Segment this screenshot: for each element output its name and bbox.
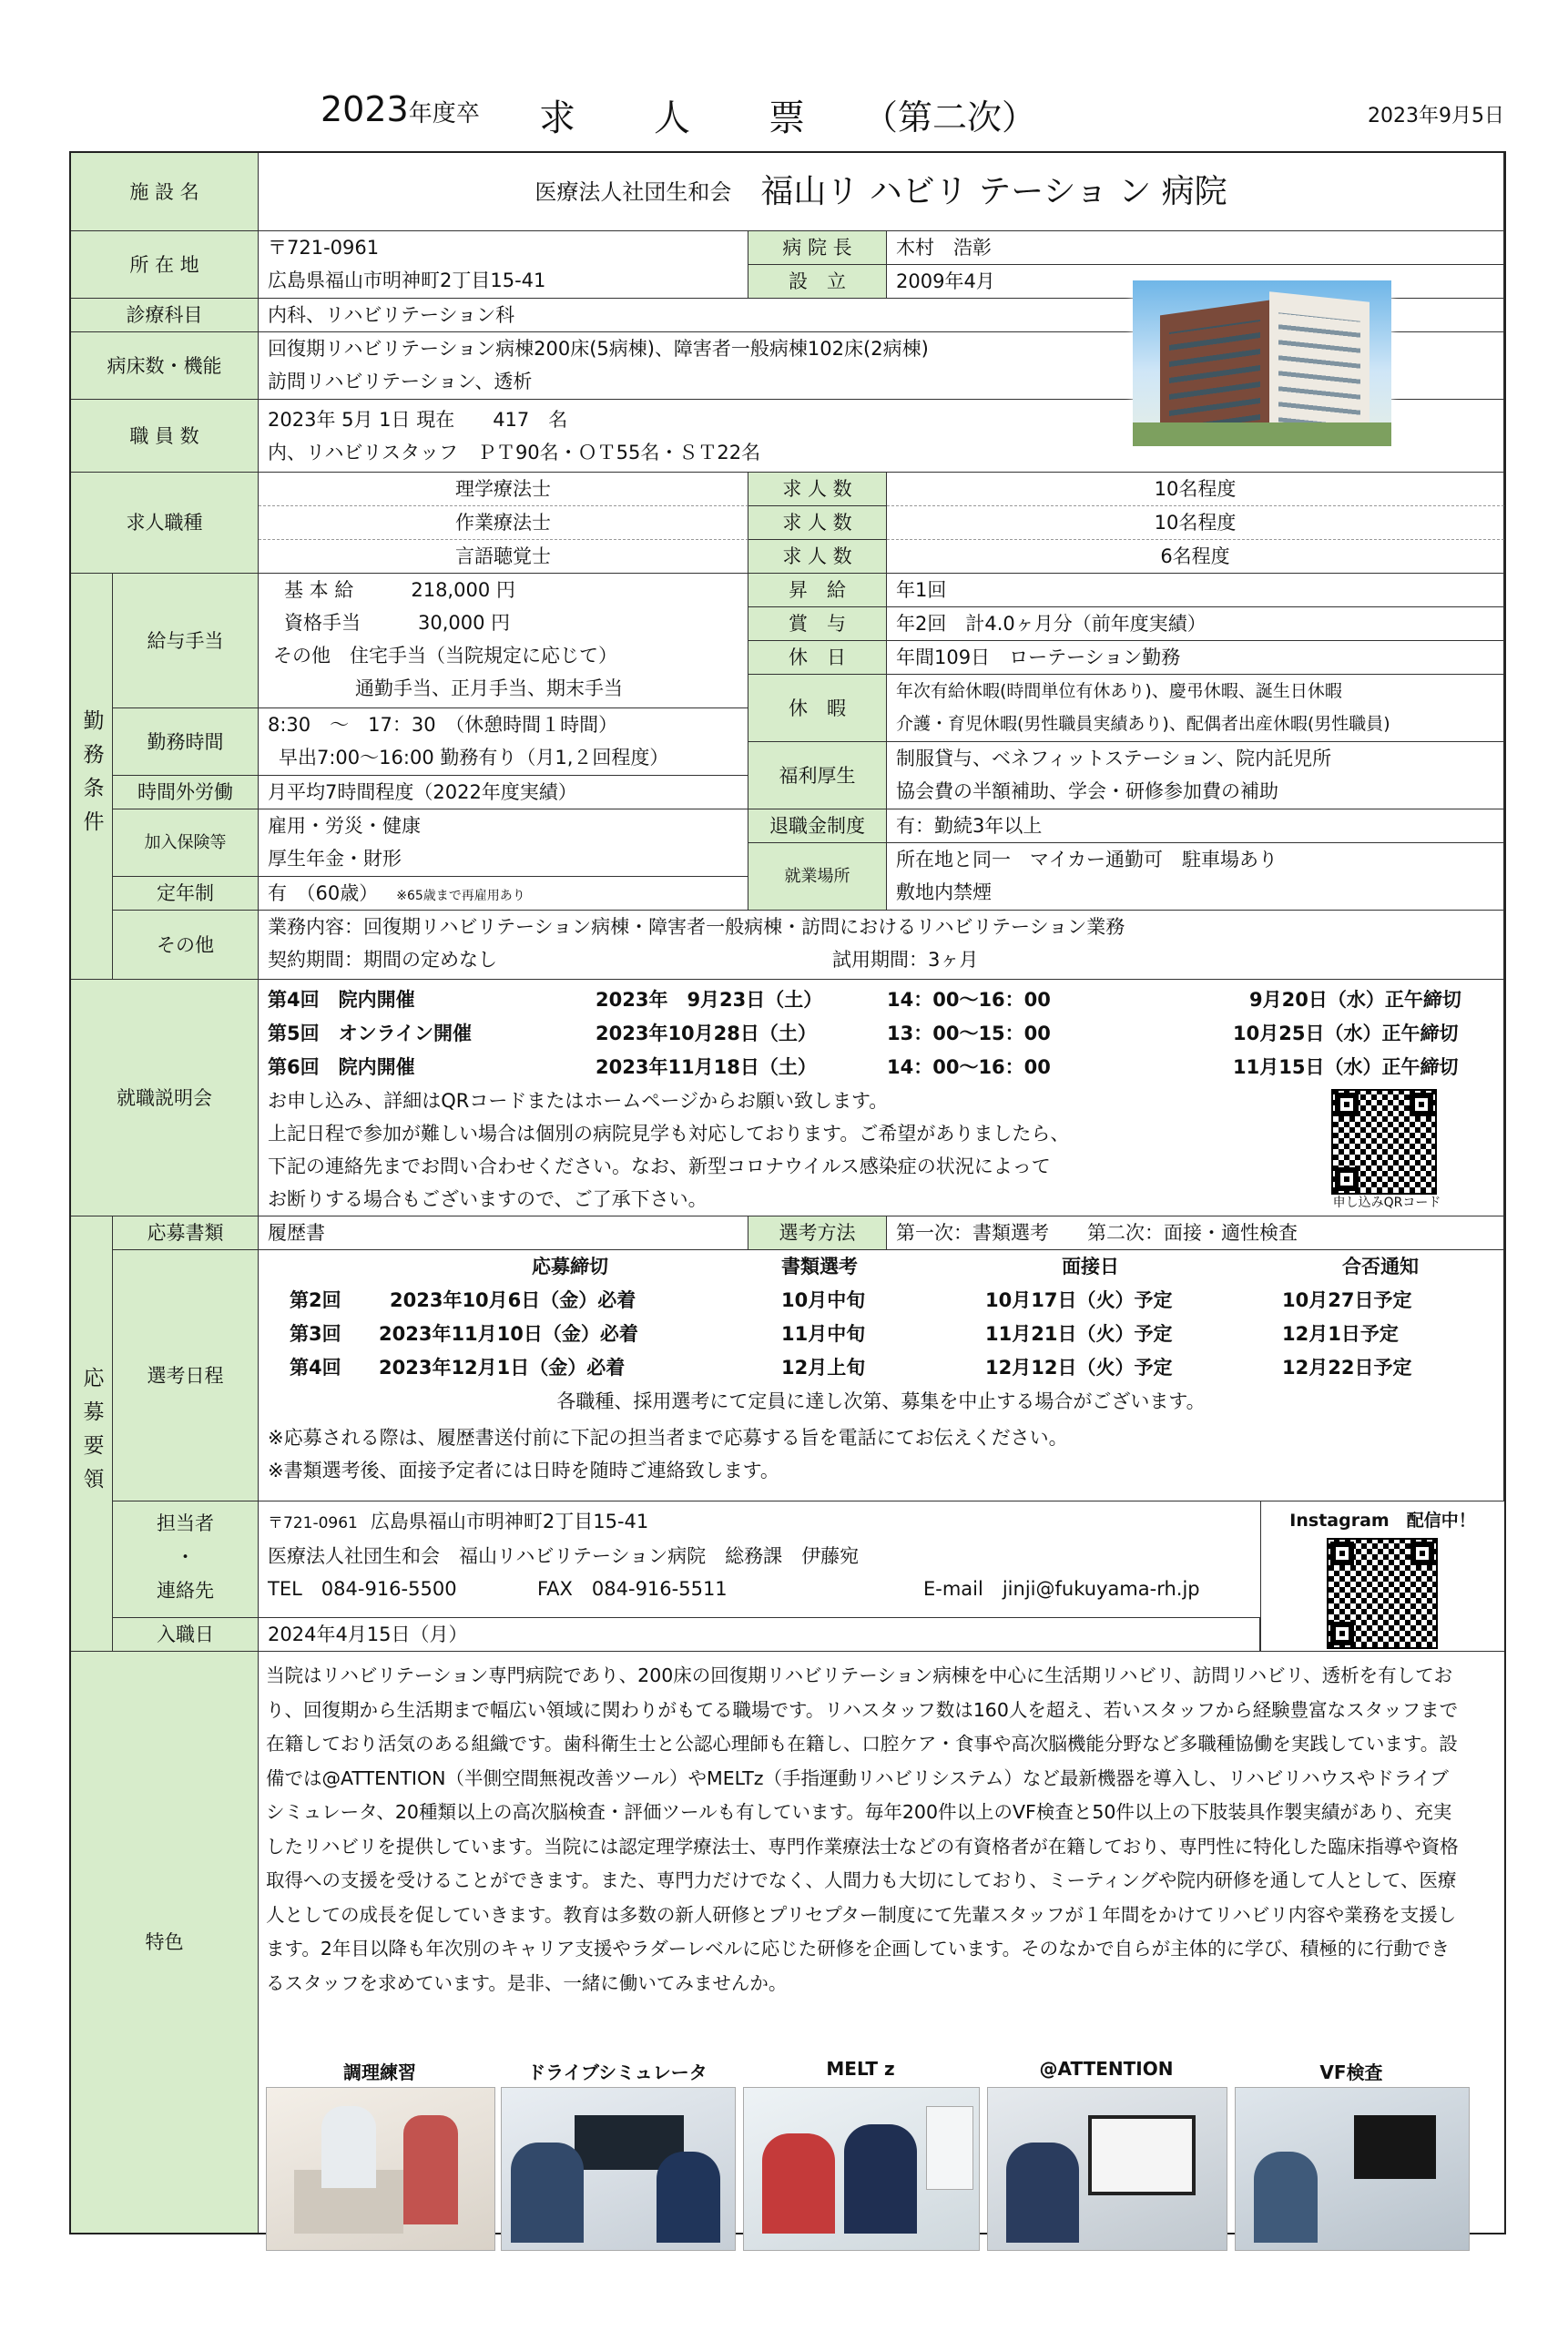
workplace-value: 所在地と同一 マイカー通勤可 駐車場あり 敷地内禁煙 xyxy=(887,843,1504,911)
photo-caption: @ATTENTION xyxy=(1039,2058,1174,2080)
job-title: 作業療法士 xyxy=(259,506,748,540)
hours-value: 8:30 ～ 17：30 （休憩時間１時間） 早出7:00～16:00 勤務有り（月1,２回程度） xyxy=(259,708,748,776)
departments-label: 診療科目 xyxy=(71,299,259,332)
page-header xyxy=(0,89,1568,144)
vf-exam-photo xyxy=(1235,2087,1470,2251)
photo-caption: ドライブシミュレータ xyxy=(527,2061,708,2083)
beds-label: 病床数・機能 xyxy=(71,332,259,400)
overtime-label: 時間外労働 xyxy=(113,776,259,809)
qr-caption: 申し込みQRコード xyxy=(1332,1196,1441,1210)
selection-method-value: 第一次：書類選考 第二次：面接・適性検査 xyxy=(887,1216,1504,1250)
selection-method-label: 選考方法 xyxy=(748,1216,887,1250)
bonus-label: 賞 与 xyxy=(748,607,887,641)
director-label: 病 院 長 xyxy=(748,231,887,265)
overtime-value: 月平均7時間程度（2022年度実績） xyxy=(259,776,748,809)
job-title: 理学療法士 xyxy=(259,473,748,506)
contact-label: 担当者 ・ 連絡先 xyxy=(113,1501,259,1618)
hours-label: 勤務時間 xyxy=(113,708,259,776)
holiday-value: 年間109日 ローテーション勤務 xyxy=(887,641,1504,675)
application-qr-code[interactable] xyxy=(1331,1089,1437,1195)
insurance-label: 加入保険等 xyxy=(113,809,259,877)
features-content xyxy=(259,1652,1504,2233)
graduation-year: 2023年度卒 xyxy=(321,89,480,129)
jobs-label: 求人職種 xyxy=(71,473,259,574)
meltz-photo xyxy=(743,2087,980,2251)
other-label: その他 xyxy=(113,911,259,980)
job-count-label: 求 人 数 xyxy=(748,473,887,506)
severance-value: 有：勤続3年以上 xyxy=(887,809,1504,843)
job-count: 10名程度 xyxy=(887,473,1504,506)
staff-value: 2023年 5月 1日 現在 417 名 内、リハビリスタッフ ＰＴ90名・ＯＴ55名・ＳＴ22名 xyxy=(259,400,1504,473)
job-title: 言語聴覚士 xyxy=(259,540,748,574)
established-value: 2009年4月 xyxy=(887,265,1504,299)
start-date-value: 2024年4月15日（月） xyxy=(259,1618,1260,1652)
retirement-value: 有 （60歳） ※65歳まで再雇用あり xyxy=(259,877,748,911)
issue-date: 2023年9月5日 xyxy=(1368,105,1504,127)
job-count: 6名程度 xyxy=(887,540,1504,574)
documents-label: 応募書類 xyxy=(113,1216,259,1250)
contact-email[interactable]: E-mail jinji@fukuyama-rh.jp xyxy=(923,1578,1200,1600)
job-count-label: 求 人 数 xyxy=(748,506,887,540)
welfare-value: 制服貸与、ベネフィットステーション、院内託児所 協会費の半額補助、学会・研修参加費の補助 xyxy=(887,742,1504,809)
departments-value: 内科、リハビリテーション科 xyxy=(259,299,1504,332)
job-posting-table xyxy=(69,151,1506,2234)
facility-label: 施 設 名 xyxy=(71,153,259,231)
raise-value: 年1回 xyxy=(887,574,1504,607)
other-value: 業務内容：回復期リハビリテーション病棟・障害者一般病棟・訪問におけるリハビリテーション業務 契約期間：期間の定めなし 試用期間：3ヶ月 xyxy=(259,911,1504,980)
salary-value: 基 本 給 218,000 円 資格手当 30,000 円 その他 住宅手当（当院規定に応じて） 通勤手当、正月手当、期末手当 xyxy=(259,574,748,708)
schedule-content: 応募締切 書類選考 面接日 合否通知 第2回 2023年10月6日（金）必着 10月中旬 10月17日（火）予定 10月27日予定 第3回 2023年11月10日（金）必着 11月中旬 11月21日（火）予定 12月1日予定 第4回 2023年12月1日（金）必着 12月上旬 12月12日（火）予定 12月22日予定 各職種、採用選考にて定員に達し次第、募集を中止する場合がございます。 ※応募される際は、履歴書送付前に下記の担当者まで応募する旨を電話にてお伝えください。 ※書類選考後、面接予定者には日時を随時ご連絡致します。 xyxy=(259,1250,1504,1501)
attention-photo xyxy=(987,2087,1227,2251)
raise-label: 昇 給 xyxy=(748,574,887,607)
job-count-label: 求 人 数 xyxy=(748,540,887,574)
leave-label: 休 暇 xyxy=(748,675,887,742)
instagram-qr-code[interactable] xyxy=(1327,1538,1438,1649)
session-row: 第4回 院内開催 2023年 9月23日（土） 14：00～16：00 9月20日（水）正午締切 xyxy=(268,989,1461,1011)
session-row: 第6回 院内開催 2023年11月18日（土） 14：00～16：00 11月15日（水）正午締切 xyxy=(268,1056,1459,1078)
schedule-row: 第4回 2023年12月1日（金）必着 12月上旬 12月12日（火）予定 12月22日予定 xyxy=(290,1357,1412,1379)
address-label: 所 在 地 xyxy=(71,231,259,299)
retirement-label: 定年制 xyxy=(113,877,259,911)
severance-label: 退職金制度 xyxy=(748,809,887,843)
schedule-row: 第3回 2023年11月10日（金）必着 11月中旬 11月21日（火）予定 12月1日予定 xyxy=(290,1323,1399,1345)
bonus-value: 年2回 計4.0ヶ月分（前年度実績） xyxy=(887,607,1504,641)
photo-caption: 調理練習 xyxy=(343,2061,416,2083)
address-value: 〒721-0961 広島県福山市明神町2丁目15-41 xyxy=(259,231,748,299)
schedule-label: 選考日程 xyxy=(113,1250,259,1501)
features-label: 特色 xyxy=(71,1652,259,2233)
info-session-content: 第4回 院内開催 2023年 9月23日（土） 14：00～16：00 9月20日（水）正午締切 第5回 オンライン開催 2023年10月28日（土） 13：00～15：00 10月25日（水）正午締切 第6回 院内開催 2023年11月18日（土） 14：00～16：00 11月15日（水）正午締切 お申し込み、詳細はQRコードまたはホームページからお願い致します。 上記日程で参加が難しい場合は個別の病院見学も対応しております。ご希望がありましたら、 下記の連絡先までお問い合わせください。なお、新型コロナウイルス感染症の状況によって お断りする場合もございますので、ご了承下さい。 xyxy=(259,980,1504,1216)
insurance-value: 雇用・労災・健康 厚生年金・財形 xyxy=(259,809,748,877)
features-description: 当院はリハビリテーション専門病院であり、200床の回復期リハビリテーション病棟を中心に生活期リハビリ、訪問リハビリ、透析を有してお り、回復期から生活期まで幅広い領域に関わりがもてる職場です。リハスタッフ数は160人を超え、若いスタッフから経験豊富なスタッフまで 在籍しており活気のある組織です。歯科衛生士と公認心理師も在籍し、口腔ケア・食事や高次脳機能分野など多職種協働を実践しています。設 備では@ATTENTION（半側空間無視改善ツール）やMELTz（手指運動リハビリシステム）など最新機器を導入し、リハビリハウスやドライブ シミュレータ、20種類以上の高次脳検査・評価ツールも有しています。毎年200件以上のVF検査と50件以上の下肢装具作製実績があり、充実 したリハビリを提供しています。当院には認定理学療法士、専門作業療法士などの有資格者が在籍しており、専門性に特化した臨床指導や資格 取得への支援を受けることができます。また、専門力だけでなく、人間力も大切にしており、ミーティングや院内研修を通して人として、医療 人としての成長を促していきます。教育は多数の新人研修とプリセプター制度にて先輩スタッフが１年間をかけてリハビリ内容や業務を支援し ます。2年目以降も年次別のキャリア支援やラダーレベルに応じた研修を企画しています。そのなかで自らが主体的に学び、積極的に行動でき るスタッフを求めています。是非、一緒に働いてみませんか。 xyxy=(266,1664,1459,1994)
schedule-header-row: 応募締切 書類選考 面接日 合否通知 xyxy=(532,1256,1419,1277)
contact-value: 〒721-0961 広島県福山市明神町2丁目15-41 医療法人社団生和会 福山リハビリテーション病院 総務課 伊藤宛 TEL 084-916-5500 FAX 084-916-5511 E-mail jinji@fukuyama-rh.jp xyxy=(259,1501,1260,1618)
photo-caption: VF検査 xyxy=(1319,2061,1383,2083)
work-conditions-side-label: 勤務条件 xyxy=(71,574,113,980)
session-row: 第5回 オンライン開催 2023年10月28日（土） 13：00～15：00 10月25日（水）正午締切 xyxy=(268,1023,1459,1044)
staff-label: 職 員 数 xyxy=(71,400,259,473)
director-value: 木村 浩彰 xyxy=(887,231,1504,265)
hospital-building-photo xyxy=(1133,280,1391,446)
leave-value: 年次有給休暇(時間単位有休あり)、慶弔休暇、誕生日休暇 介護・育児休暇(男性職員実績あり)、配偶者出産休暇(男性職員) xyxy=(887,675,1504,742)
driving-simulator-photo xyxy=(501,2087,736,2251)
page-title: 求 人 票 xyxy=(539,97,805,139)
established-label: 設 立 xyxy=(748,265,887,299)
welfare-label: 福利厚生 xyxy=(748,742,887,809)
info-session-label: 就職説明会 xyxy=(71,980,259,1216)
photo-caption: MELT z xyxy=(826,2058,895,2080)
schedule-row: 第2回 2023年10月6日（金）必着 10月中旬 10月17日（火）予定 10月27日予定 xyxy=(290,1289,1412,1311)
workplace-label: 就業場所 xyxy=(748,843,887,911)
application-side-label: 応募要領 xyxy=(71,1216,113,1652)
salary-label: 給与手当 xyxy=(113,574,259,708)
job-count: 10名程度 xyxy=(887,506,1504,540)
cooking-practice-photo xyxy=(266,2087,495,2251)
instagram-box: Instagram 配信中！ xyxy=(1260,1501,1504,1652)
documents-value: 履歴書 xyxy=(259,1216,748,1250)
holiday-label: 休 日 xyxy=(748,641,887,675)
round-label: （第二次） xyxy=(863,97,1037,137)
facility-name: 医療法人社団生和会 福山リ ハビリ テーショ ン 病院 xyxy=(259,153,1504,231)
start-date-label: 入職日 xyxy=(113,1618,259,1652)
beds-value: 回復期リハビリテーション病棟200床(5病棟)、障害者一般病棟102床(2病棟) 訪問リハビリテーション、透析 xyxy=(259,332,1504,400)
